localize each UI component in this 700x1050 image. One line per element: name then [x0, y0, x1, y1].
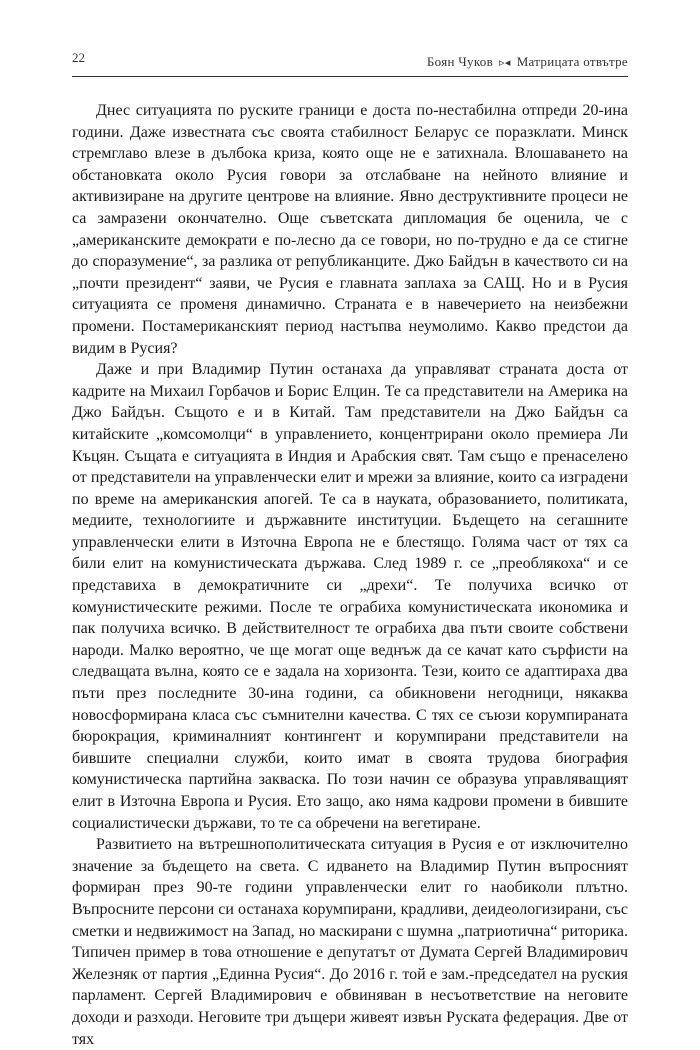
paragraph: Днес ситуацията по руските граници е доста по-нестабилна отпреди 20-ина години. Даже известната със своята стабилност Беларус се поразклати. Минск стремглаво влезе в дълбока криза, която още не е затихнала. Влошаването на обстановката около Русия говори за отслабване на нейното влияние и активизиране на другите центрове на влияние. Явно деструктивните процеси не са замразени окончателно. Още съветската дипломация бе оценила, че с „американските демократи е по-лесно да се говори, но по-трудно е да се стигне до споразумение“, за разлика от републиканците. Джо Байдън в качеството си на „почти президент“ заяви, че Русия е главната заплаха за САЩ. Но и в Русия ситуацията се променя динамично. Страната е в навечерието на неизбежни промени. Постамериканският период настъпва неумолимо. Какво предстои да видим в Русия? [72, 102, 628, 357]
running-head-book-title: Матрицата отвътре [516, 54, 628, 69]
paragraph: Даже и при Владимир Путин останаха да управляват страната доста от кадрите на Михаил Горбачов и Борис Елцин. Те са представители на Америка на Джо Байдън. Същото е и в Китай. Там представители на Джо Байдън са китайските „комсомолци“ в управлението, концентрирани около премиера Ли Къцян. Същата е ситуацията в Индия и Арабския свят. Там също е пренаселено от представители на управленчески елит и мрежи за влияние, които са изградени по време на американския апогей. Те са в науката, образованието, политиката, медиите, технологиите и държавните институции. Бъдещето на сегашните управленчески елити в Източна Европа не е блестящо. Голяма част от тях са били елит на комунистическата държава. След 1989 г. се „преоблякоха“ и се представиха в демократичните си „дрехи“. Те получиха всичко от комунистическите режими. После те ограбиха комунистическата икономика и пак получиха всичко. В действителност те ограбиха два пъти своите собствени народи. Малко вероятно, че ще могат още веднъж да се качат като сърфисти на следващата вълна, която се е задала на хоризонта. Тези, които се адаптираха два пъти през последните 30-ина години, са обикновени негодници, някаква новосформирана класа със съмнителни качества. С тях се съюзи корумпираната бюрокрация, криминалният контингент и корумпирани представители на бившите специални служби, които имат в своята трудова биография комунистическа партийна закваска. По този начин се образува управляващият елит в Източна Европа и Русия. Ето защо, ако няма кадрови промени в бившите социалистически държави, то те са обречени на вегетиране. [72, 361, 628, 832]
paragraph: Развитието на вътрешнополитическата ситуация в Русия е от изключително значение за бъдещето на света. С идването на Владимир Путин въпросният формиран през 90-те години управленчески елит го наобиколи плътно. Въпросните персони си останаха корумпирани, крадливи, деидеологизирани, със сметки и недвижимост на Запад, но маскирани с шумна „патриотична“ риторика. Типичен пример в това отношение е депутатът от Думата Сергей Владимирович Железняк от партия „Единна Русия“. До 2016 г. той е зам.-председател на руския парламент. Сергей Владимирович е обвиняван в несъответствие на неговите доходи и разходи. Неговите три дъщери живеят извън Руската федерация. Две от тях [72, 836, 628, 1048]
body-text [72, 100, 628, 1050]
header-rule [72, 76, 628, 77]
page-number: 22 [72, 50, 85, 65]
running-head [427, 54, 628, 70]
running-head-author: Боян Чуков [426, 54, 494, 69]
running-head-separator: ▹◂ [499, 57, 511, 69]
